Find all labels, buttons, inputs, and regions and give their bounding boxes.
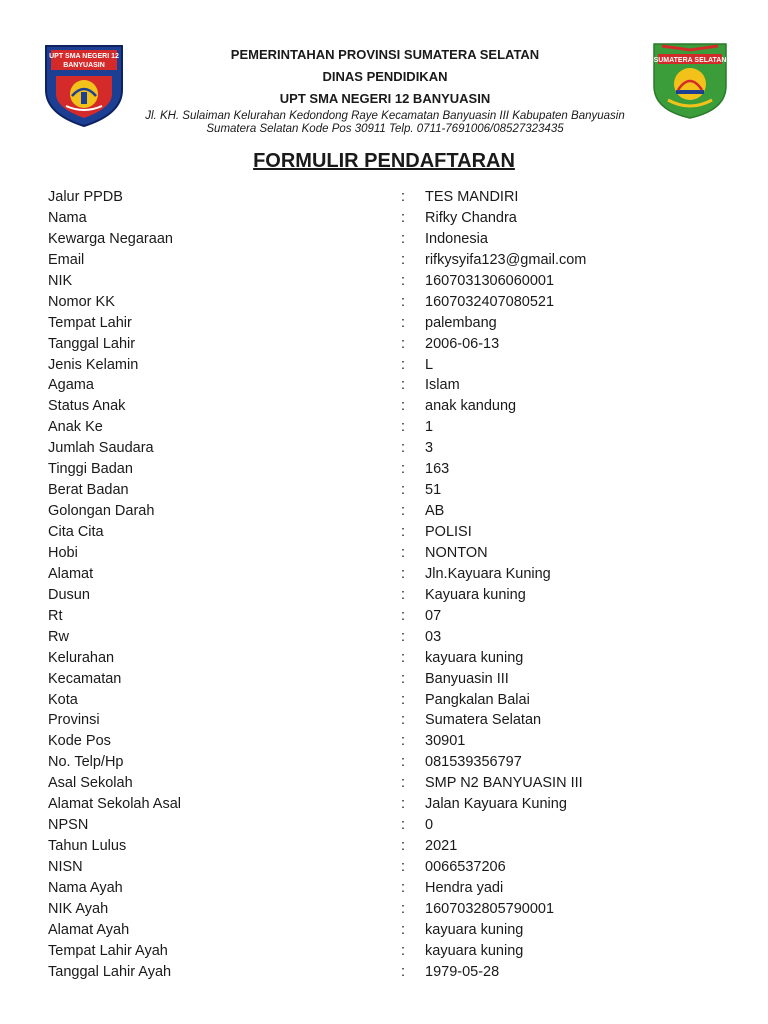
field-row xyxy=(48,710,728,731)
field-label: Rw xyxy=(48,628,69,645)
field-value: 1607032805790001 xyxy=(425,900,555,917)
field-separator: : xyxy=(401,733,406,750)
letterhead xyxy=(0,0,768,140)
field-separator: : xyxy=(401,251,406,268)
field-label: Berat Badan xyxy=(48,482,129,499)
field-label: Kelurahan xyxy=(48,649,115,666)
field-label: Tahun Lulus xyxy=(48,838,127,855)
field-row xyxy=(48,962,728,983)
header-line-2: DINAS PENDIDIKAN xyxy=(322,69,448,84)
field-separator: : xyxy=(401,942,406,959)
field-label: No. Telp/Hp xyxy=(48,754,124,771)
field-separator: : xyxy=(401,586,406,603)
field-separator: : xyxy=(401,377,406,394)
school-emblem-icon xyxy=(42,40,126,128)
field-row xyxy=(48,627,728,648)
field-label: Jumlah Saudara xyxy=(48,440,154,457)
field-label: NISN xyxy=(48,859,83,875)
field-row xyxy=(48,229,728,250)
school-emblem-text-1: UPT SMA NEGERI 12 xyxy=(49,53,119,60)
field-separator: : xyxy=(401,670,406,687)
header-address-2: Sumatera Selatan Kode Pos 30911 Telp. 0711-7691006/08527323435 xyxy=(206,123,564,135)
field-separator: : xyxy=(401,691,406,708)
field-value: AB xyxy=(425,503,445,520)
field-label: Tinggi Badan xyxy=(48,461,133,478)
field-separator: : xyxy=(401,859,406,875)
field-separator: : xyxy=(401,963,406,980)
field-value: 51 xyxy=(425,482,442,499)
field-row xyxy=(48,334,728,355)
field-separator: : xyxy=(401,712,406,729)
province-emblem-text: SUMATERA SELATAN xyxy=(653,57,727,64)
field-value: kayuara kuning xyxy=(425,942,524,959)
field-row xyxy=(48,313,728,334)
field-separator: : xyxy=(401,649,406,666)
field-label: Email xyxy=(48,251,85,268)
field-row xyxy=(48,690,728,711)
field-label: Rt xyxy=(48,607,63,624)
field-label: Anak Ke xyxy=(48,419,103,436)
field-value: Sumatera Selatan xyxy=(425,712,542,729)
field-row xyxy=(48,836,728,857)
field-value: 1979-05-28 xyxy=(425,963,500,980)
field-value: 1 xyxy=(425,419,434,436)
field-row xyxy=(48,731,728,752)
field-label: Kecamatan xyxy=(48,670,122,687)
field-value: Rifky Chandra xyxy=(425,209,517,226)
field-value: 081539356797 xyxy=(425,754,522,771)
field-label: Cita Cita xyxy=(48,524,104,540)
field-label: NPSN xyxy=(48,817,89,834)
letterhead-text xyxy=(130,44,640,136)
field-separator: : xyxy=(401,817,406,834)
field-row xyxy=(48,355,728,376)
field-row xyxy=(48,438,728,459)
field-row xyxy=(48,899,728,920)
field-separator: : xyxy=(401,544,406,561)
field-row xyxy=(48,459,728,480)
field-value: 07 xyxy=(425,607,442,624)
field-label: Kewarga Negaraan xyxy=(48,230,173,247)
field-label: Nama xyxy=(48,209,87,226)
field-separator: : xyxy=(401,335,406,352)
field-value: 2006-06-13 xyxy=(425,335,500,352)
field-value: Jalan Kayuara Kuning xyxy=(425,796,567,813)
form-title: FORMULIR PENDAFTARAN xyxy=(253,150,515,172)
field-value: kayuara kuning xyxy=(425,921,524,938)
header-line-3: UPT SMA NEGERI 12 BANYUASIN xyxy=(279,91,491,106)
field-row xyxy=(48,417,728,438)
field-separator: : xyxy=(401,524,406,540)
school-emblem-text-2: BANYUASIN xyxy=(63,62,105,69)
field-label: Tempat Lahir xyxy=(48,314,132,331)
field-separator: : xyxy=(401,189,406,205)
field-row xyxy=(48,585,728,606)
field-separator: : xyxy=(401,775,406,792)
field-value: Jln.Kayuara Kuning xyxy=(425,565,551,582)
field-label: Alamat Sekolah Asal xyxy=(48,796,181,813)
field-row xyxy=(48,250,728,271)
field-value: Pangkalan Balai xyxy=(425,691,530,708)
field-label: Nama Ayah xyxy=(48,879,123,896)
field-label: Dusun xyxy=(48,586,90,603)
field-value: 2021 xyxy=(425,838,458,855)
field-separator: : xyxy=(401,314,406,331)
field-value: SMP N2 BANYUASIN III xyxy=(425,775,583,792)
header-line-1: PEMERINTAHAN PROVINSI SUMATERA SELATAN xyxy=(230,47,540,62)
field-row xyxy=(48,480,728,501)
field-separator: : xyxy=(401,879,406,896)
field-row xyxy=(48,920,728,941)
field-separator: : xyxy=(401,272,406,289)
field-row xyxy=(48,396,728,417)
field-row xyxy=(48,606,728,627)
field-value: Islam xyxy=(425,377,460,394)
field-label: NIK xyxy=(48,272,73,289)
field-label: Asal Sekolah xyxy=(48,775,133,792)
province-emblem-icon xyxy=(650,40,730,120)
field-value: POLISI xyxy=(425,524,472,540)
registration-fields xyxy=(48,187,728,983)
field-row xyxy=(48,669,728,690)
field-label: Alamat xyxy=(48,565,94,582)
field-value: Indonesia xyxy=(425,230,488,247)
field-label: Tanggal Lahir xyxy=(48,335,136,352)
field-label: Agama xyxy=(48,377,94,394)
field-label: Jalur PPDB xyxy=(48,189,123,205)
field-separator: : xyxy=(401,440,406,457)
field-row xyxy=(48,522,728,543)
field-label: Golongan Darah xyxy=(48,503,155,520)
field-separator: : xyxy=(401,628,406,645)
field-separator: : xyxy=(401,754,406,771)
field-separator: : xyxy=(401,482,406,499)
field-value: palembang xyxy=(425,314,497,331)
field-value: NONTON xyxy=(425,544,488,561)
field-value: 163 xyxy=(425,461,450,478)
field-value: kayuara kuning xyxy=(425,649,524,666)
field-label: Kode Pos xyxy=(48,733,111,750)
field-row xyxy=(48,375,728,396)
header-address-1: Jl. KH. Sulaiman Kelurahan Kedondong Raye Kecamatan Banyuasin III Kabupaten Banyuasin xyxy=(145,110,625,122)
field-separator: : xyxy=(401,461,406,478)
field-row xyxy=(48,543,728,564)
field-label: NIK Ayah xyxy=(48,900,109,917)
field-row xyxy=(48,501,728,522)
field-label: Alamat Ayah xyxy=(48,921,130,938)
field-value: rifkysyifa123@gmail.com xyxy=(425,251,587,268)
field-separator: : xyxy=(401,356,406,373)
field-label: Hobi xyxy=(48,544,78,561)
field-row xyxy=(48,271,728,292)
field-value: 03 xyxy=(425,628,442,645)
field-value: 1607032407080521 xyxy=(425,293,555,310)
field-row xyxy=(48,752,728,773)
field-value: 0 xyxy=(425,817,434,834)
field-label: Kota xyxy=(48,691,78,708)
field-row xyxy=(48,208,728,229)
field-label: Provinsi xyxy=(48,712,100,729)
field-value: 3 xyxy=(425,440,434,457)
field-separator: : xyxy=(401,209,406,226)
field-separator: : xyxy=(401,900,406,917)
field-row xyxy=(48,941,728,962)
field-separator: : xyxy=(401,838,406,855)
field-row xyxy=(48,857,728,878)
field-value: Kayuara kuning xyxy=(425,586,526,603)
field-row xyxy=(48,564,728,585)
field-separator: : xyxy=(401,419,406,436)
field-row xyxy=(48,773,728,794)
field-value: 0066537206 xyxy=(425,859,506,875)
field-value: Hendra yadi xyxy=(425,879,504,896)
field-row xyxy=(48,187,728,208)
field-row xyxy=(48,794,728,815)
field-separator: : xyxy=(401,565,406,582)
field-row xyxy=(48,878,728,899)
field-row xyxy=(48,648,728,669)
field-row xyxy=(48,292,728,313)
field-row xyxy=(48,815,728,836)
field-value: anak kandung xyxy=(425,398,517,415)
field-value: 30901 xyxy=(425,733,466,750)
field-value: TES MANDIRI xyxy=(425,189,519,205)
field-label: Status Anak xyxy=(48,398,126,415)
field-separator: : xyxy=(401,503,406,520)
field-value: L xyxy=(425,356,434,373)
field-value: 1607031306060001 xyxy=(425,272,555,289)
field-separator: : xyxy=(401,230,406,247)
field-value: Banyuasin III xyxy=(425,670,509,687)
field-label: Tempat Lahir Ayah xyxy=(48,942,168,959)
field-separator: : xyxy=(401,921,406,938)
field-separator: : xyxy=(401,796,406,813)
field-separator: : xyxy=(401,293,406,310)
field-label: Tanggal Lahir Ayah xyxy=(48,963,172,980)
field-separator: : xyxy=(401,607,406,624)
field-label: Nomor KK xyxy=(48,293,115,310)
field-label: Jenis Kelamin xyxy=(48,356,139,373)
field-separator: : xyxy=(401,398,406,415)
